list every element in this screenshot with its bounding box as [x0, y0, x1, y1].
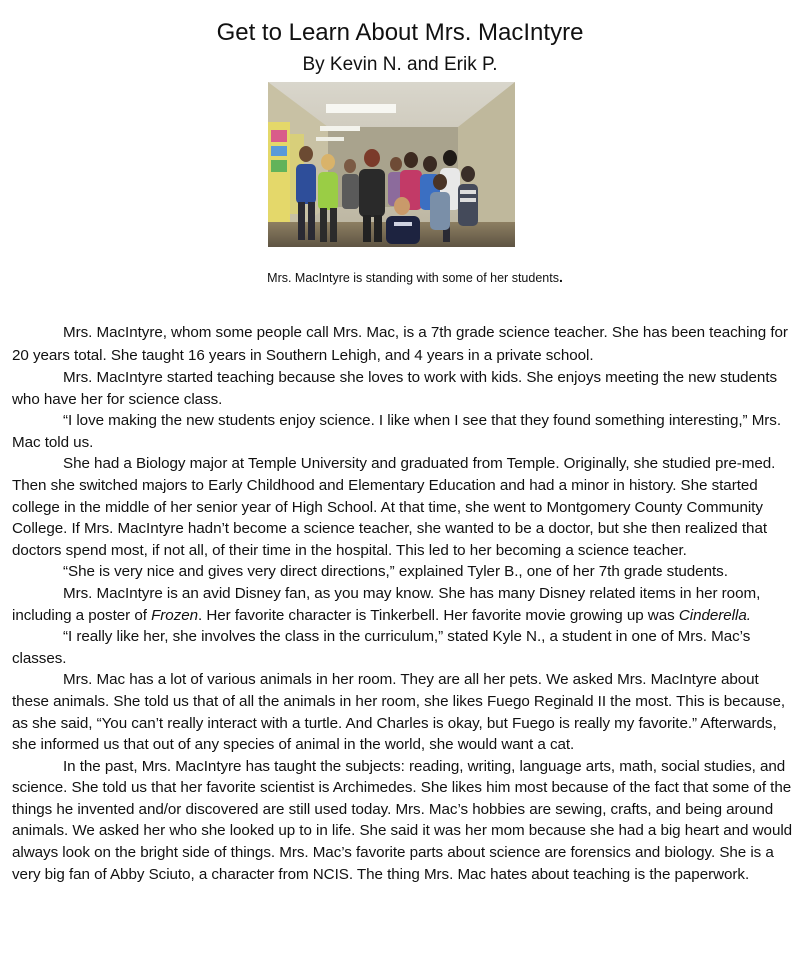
disney-text-c: . Her favorite character is Tinkerbell. Her favorite movie growing up was	[198, 606, 679, 624]
byline: By Kevin N. and Erik P.	[302, 54, 498, 75]
photo-caption	[0, 269, 800, 286]
paragraph-quote-enjoy-science: “I love making the new students enjoy science. I like when I see that they found something interesting,” Mrs. Mac told us.	[12, 412, 782, 451]
paragraph-animals: Mrs. Mac has a lot of various animals in her room. They are all her pets. We asked Mrs. MacIntyre about these animals. She told us that of all the animals in her room, she likes Fuego Reginald II the most. This is because, as she said, “You can’t really interact with a turtle. And Charles is okay, but Fuego is really my favorite.” Afterwards, she informed us that out of any species of animal in the world, she would want a cat.	[12, 671, 786, 754]
disney-text-a: Mrs. MacIntyre is an avid Disney fan, as you may know. She has many Disney related items in her room, including a poster of	[12, 584, 761, 624]
caption-text: Mrs. MacIntyre is standing with some of her students	[267, 271, 559, 285]
article-body	[12, 321, 796, 885]
paragraph-education: She had a Biology major at Temple University and graduated from Temple. Originally, she studied pre-med. Then she switched majors to Early Childhood and Elementary Education and had a minor in history. She started college in the middle of her senior year of High School. At that time, she went to Montgomery County Community College. If Mrs. MacIntyre hadn’t become a science teacher, she wanted to be a doctor, but she then realized that doctors spend most, if not all, of their time in the hospital. This led to her becoming a science teacher.	[12, 455, 776, 559]
class-photo	[268, 82, 515, 247]
paragraph-why-teaching: Mrs. MacIntyre started teaching because she loves to work with kids. She enjoys meeting the new students who have her for science class.	[12, 369, 778, 408]
paragraph-quote-tyler: “She is very nice and gives very direct directions,” explained Tyler B., one of her 7th grade students.	[63, 563, 728, 581]
caption-period: .	[558, 269, 563, 285]
frozen-title: Frozen	[151, 606, 199, 624]
page-title: Get to Learn About Mrs. MacIntyre	[216, 19, 584, 46]
paragraph-subjects-hobbies: In the past, Mrs. MacIntyre has taught the subjects: reading, writing, language arts, math, social studies, and science. She told us that her favorite scientist is Archimedes. She likes him most because of the fact that some of the things he invented and/or discovered are still used today. Mrs. Mac’s hobbies are sewing, crafts, and being around animals. We asked her who she looked up to in life. She said it was her mom because she had a big heart and would always look on the bright side of things. Mrs. Mac’s favorite parts about science are forensics and biology. She is a very big fan of Abby Sciuto, a character from NCIS. The thing Mrs. Mac hates about teaching is the paperwork.	[12, 757, 793, 883]
paragraph-quote-kyle: “I really like her, she involves the class in the curriculum,” stated Kyle N., a student in one of Mrs. Mac’s classes.	[12, 628, 751, 667]
cinderella-title: Cinderella.	[678, 606, 751, 624]
paragraph-intro: Mrs. MacIntyre, whom some people call Mrs. Mac, is a 7th grade science teacher. She has been teaching for 20 years total. She taught 16 years in Southern Lehigh, and 4 years in a private school.	[12, 324, 788, 364]
paragraph-disney	[12, 583, 796, 626]
